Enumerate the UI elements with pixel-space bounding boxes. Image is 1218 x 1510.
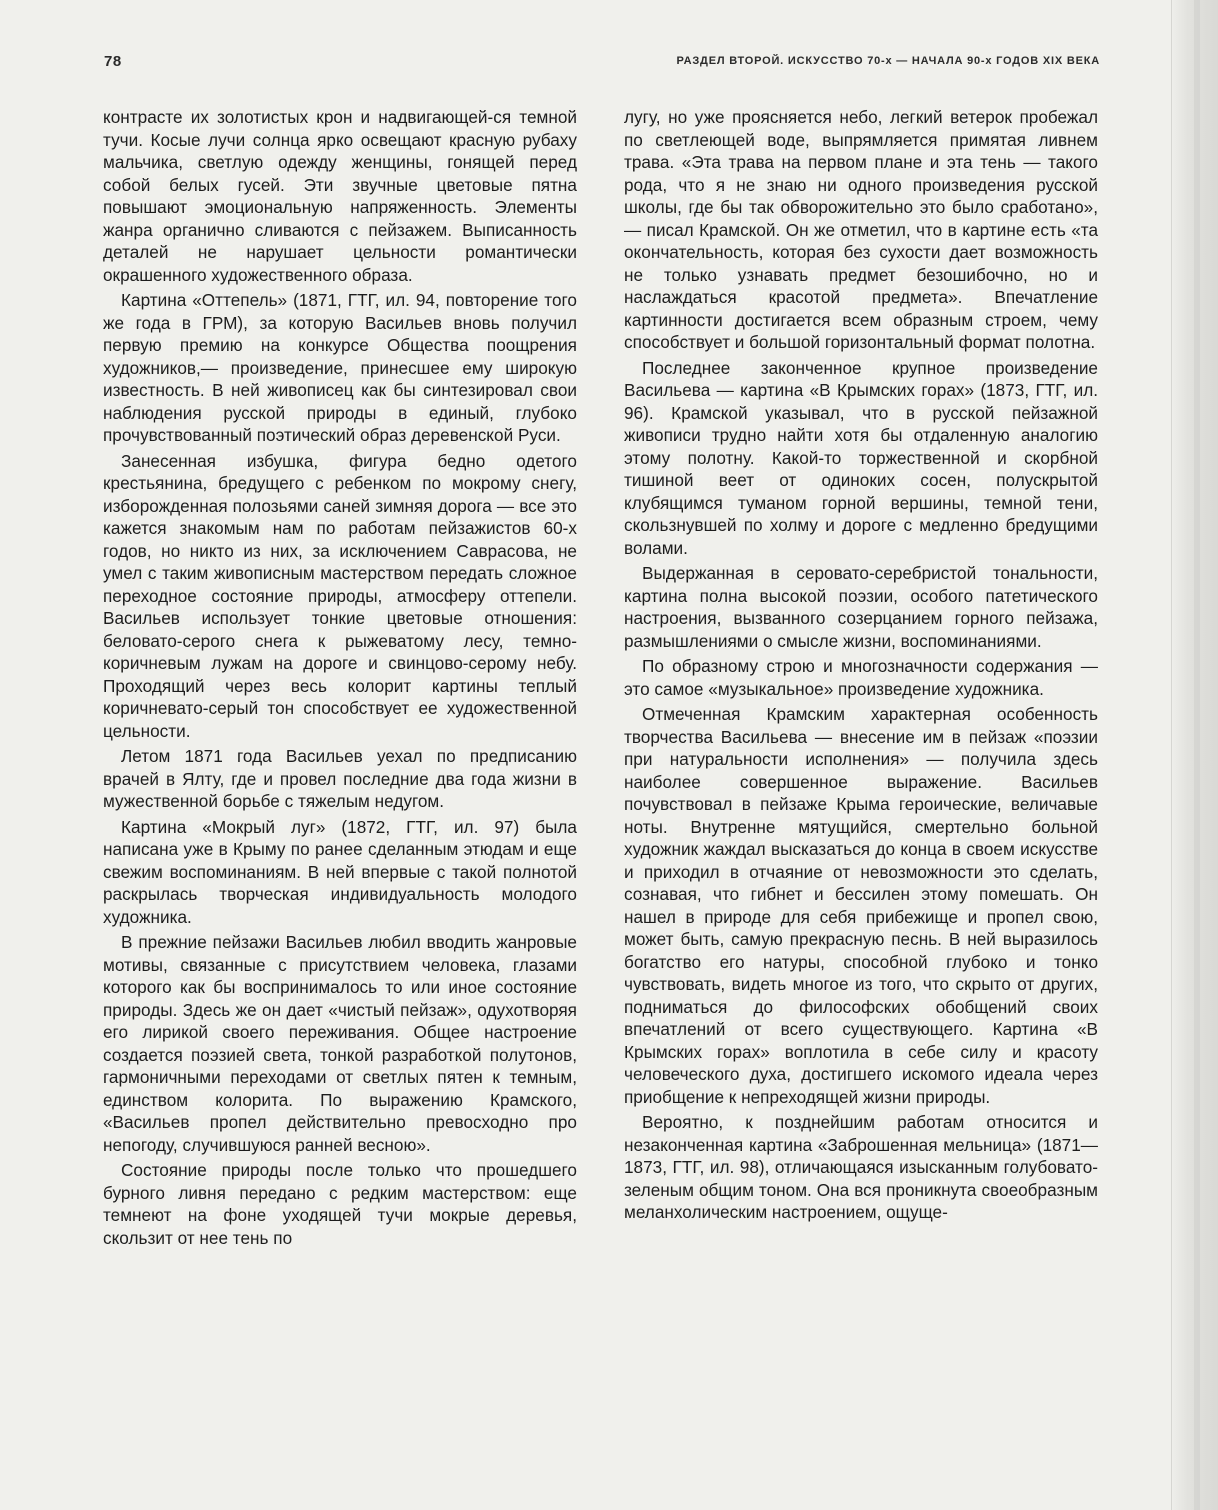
page-edge-line <box>1194 0 1200 1510</box>
paragraph: По образному строю и многозначности содержания — это самое «музыкальное» произведение художника. <box>624 656 1098 699</box>
paragraph: Выдержанная в серовато-серебристой тональности, картина полна высокой поэзии, особого патетического настроения, вызванного созерцанием горного пейзажа, размышлениями о смысле жизни, воспоминаниями. <box>624 563 1098 651</box>
paragraph: Занесенная избушка, фигура бедно одетого крестьянина, бредущего с ребенком по мокрому снегу, изборожденная полозьями саней зимняя дорога — все это кажется знакомым нам по работам пейзажистов 60-х годов, но никто из них, за исключением Саврасова, не умел с таким живописным мастерством передать сложное переходное состояние природы, атмосферу оттепели. Васильев использует тонкие цветовые отношения: беловато-серого снега к рыжеватому лесу, темно-коричневым лужам на дороге и свинцово-серому небу. Проходящий через весь колорит картины теплый коричневато-серый тон способствует ее художественной цельности. <box>103 450 577 741</box>
paragraph: Картина «Оттепель» (1871, ГТГ, ил. 94, повторение того же года в ГРМ), за которую Васильев вновь получил первую премию на конкурсе Общества поощрения художников,— произведение, принесшее ему широкую известность. В ней живописец как бы синтезировал свои наблюдения русской природы в единый, глубоко прочувствованный поэтический образ деревенской Руси. <box>103 290 577 445</box>
paragraph: Вероятно, к позднейшим работам относится и незаконченная картина «Заброшенная мельница» (1871—1873, ГТГ, ил. 98), отличающаяся изысканным голубовато-зеленым общим тоном. Она вся проникнута своеобразным меланхолическим настроением, ощуще- <box>624 1112 1098 1222</box>
page-edge-shadow <box>1171 0 1218 1510</box>
paragraph: контрасте их золотистых крон и надвигающей-ся темной тучи. Косые лучи солнца ярко освещают красную рубаху мальчика, светлую одежду женщины, гонящей перед собой белых гусей. Эти звучные цветовые пятна повышают эмоциональную напряженность. Элементы жанра органично сливаются с пейзажем. Выписанность деталей не нарушает цельности романтически окрашенного художественного образа. <box>103 107 577 285</box>
paragraph: В прежние пейзажи Васильев любил вводить жанровые мотивы, связанные с присутствием человека, глазами которого как бы воспринималось то или иное состояние природы. Здесь же он дает «чистый пейзаж», одухотворяя его лирикой своего переживания. Общее настроение создается поэзией света, тонкой разработкой полутонов, гармоничными переходами от светлых пятен к темным, единством колорита. По выражению Крамского, «Васильев пропел действительно превосходно про непогоду, случившуюся ранней весною». <box>103 932 577 1155</box>
paragraph: Картина «Мокрый луг» (1872, ГТГ, ил. 97) была написана уже в Крыму по ранее сделанным этюдам и еще свежим воспоминаниям. В ней впервые с такой полнотой раскрылась творческая индивидуальность молодого художника. <box>103 816 577 927</box>
page-number: 78 <box>104 53 122 70</box>
text-column-left <box>103 106 577 1252</box>
running-head: РАЗДЕЛ ВТОРОЙ. ИСКУССТВО 70-х — НАЧАЛА 90-х ГОДОВ XIX ВЕКА <box>676 55 1100 67</box>
paragraph: лугу, но уже проясняется небо, легкий ветерок пробежал по светлеющей воде, выпрямляется примятая ливнем трава. «Эта трава на первом плане и эта тень — такого рода, что я не знаю ни одного произведения русской школы, где бы так обворожительно это было сработано»,— писал Крамской. Он же отметил, что в картине есть «та окончательность, которая без сухости дает возможность не только узнавать предмет безошибочно, но и наслаждаться красотой предмета». Впечатление картинности достигается всем образным строем, чему способствует и большой горизонтальный формат полотна. <box>624 107 1098 352</box>
paragraph: Последнее законченное крупное произведение Васильева — картина «В Крымских горах» (1873, ГТГ, ил. 96). Крамской указывал, что в русской пейзажной живописи трудно найти хотя бы отдаленную аналогию этому полотну. Какой-то торжественной и скорбной тишиной веет от одиноких сосен, полускрытой клубящимся туманом горной вершины, темной тени, скользнувшей по холму и дороге с медленно бредущими волами. <box>624 357 1098 558</box>
paragraph: Летом 1871 года Васильев уехал по предписанию врачей в Ялту, где и провел последние два года жизни в мужественной борьбе с тяжелым недугом. <box>103 746 577 811</box>
paragraph: Отмеченная Крамским характерная особенность творчества Васильева — внесение им в пейзаж «поэзии при натуральности исполнения» — получила здесь наиболее совершенное выражение. Васильев почувствовал в пейзаже Крыма героические, величавые ноты. Внутренне мятущийся, смертельно больной художник жаждал высказаться до конца в своем искусстве и приходил в отчаяние от невозможности это сделать, сознавая, что гибнет и бессилен этому помешать. Он нашел в природе для себя прибежище и пропел свою, может быть, самую прекрасную песнь. В ней выразилось богатство его натуры, способной глубоко и тонко чувствовать, видеть многое из того, что скрыто от других, подниматься до философских обобщений своих впечатлений от всего существующего. Картина «В Крымских горах» воплотила в себе силу и красоту человеческого духа, достигшего искомого идеала через приобщение к непреходящей жизни природы. <box>624 704 1098 1107</box>
text-column-right <box>624 106 1098 1227</box>
paragraph: Состояние природы после только что прошедшего бурного ливня передано с редким мастерством: еще темнеют на фоне уходящей тучи мокрые деревья, скользит от нее тень по <box>103 1160 577 1248</box>
